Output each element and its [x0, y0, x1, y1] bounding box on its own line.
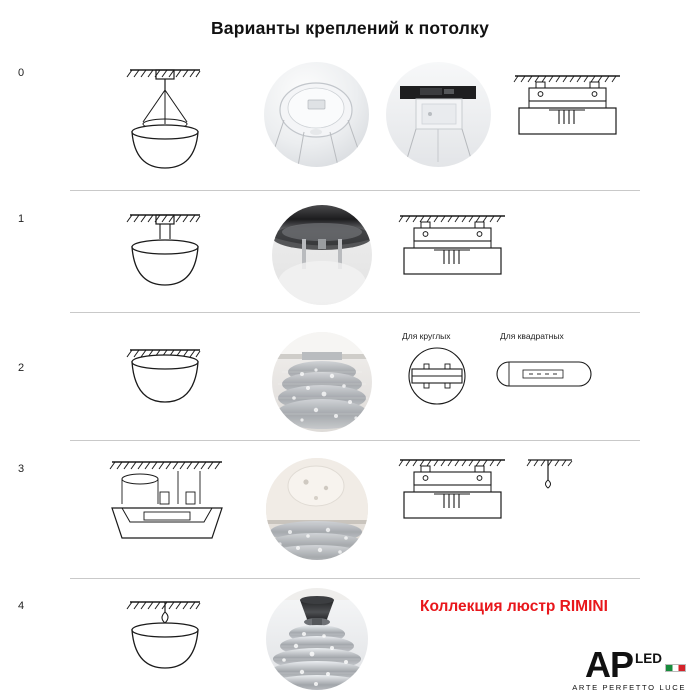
- row3-photo-plate-crystal: [266, 458, 368, 560]
- row3-hook-detail: [520, 452, 580, 512]
- row4-photo-crystal-chandelier: [266, 588, 368, 690]
- row-number-1: 1: [18, 213, 25, 225]
- row-number-0: 0: [18, 67, 25, 79]
- row2-round-bracket-drawing: [400, 345, 474, 407]
- row-number-3: 3: [18, 463, 25, 475]
- logo-led-text: LED: [635, 651, 662, 666]
- row-divider-0: [70, 190, 640, 191]
- row0-mount-detail: [505, 68, 630, 158]
- row-number-4: 4: [18, 600, 25, 612]
- row2-fixture-drawing: [110, 340, 220, 415]
- collection-title: Коллекция люстр RIMINI: [420, 598, 608, 615]
- label-for-square: Для квадратных: [500, 331, 564, 341]
- row2-square-bracket-drawing: [495, 348, 595, 402]
- row1-photo-chrome-canopy: [272, 205, 372, 305]
- row0-photo-round-plate: [264, 62, 369, 167]
- row-number-2: 2: [18, 362, 25, 374]
- row-divider-3: [70, 578, 640, 579]
- row2-photo-crystal-ceiling: [272, 332, 372, 432]
- label-for-round: Для круглых: [402, 331, 451, 341]
- brand-logo: [572, 644, 686, 692]
- row4-fixture-drawing: [110, 592, 220, 672]
- row0-fixture-drawing: [110, 60, 220, 175]
- row-divider-2: [70, 440, 640, 441]
- logo-main-text: AP: [584, 644, 633, 685]
- row3-fixture-drawing: [100, 452, 235, 557]
- row0-photo-bracket: [386, 62, 491, 167]
- row-divider-1: [70, 312, 640, 313]
- logo-subtitle: ARTE PERFETTO LUCE: [572, 683, 686, 692]
- row1-fixture-drawing: [110, 205, 220, 300]
- row3-mount-detail: [390, 452, 515, 542]
- row1-mount-detail: [390, 208, 515, 298]
- page-title: Варианты креплений к потолку: [210, 18, 490, 38]
- italy-flag-icon: [665, 664, 686, 672]
